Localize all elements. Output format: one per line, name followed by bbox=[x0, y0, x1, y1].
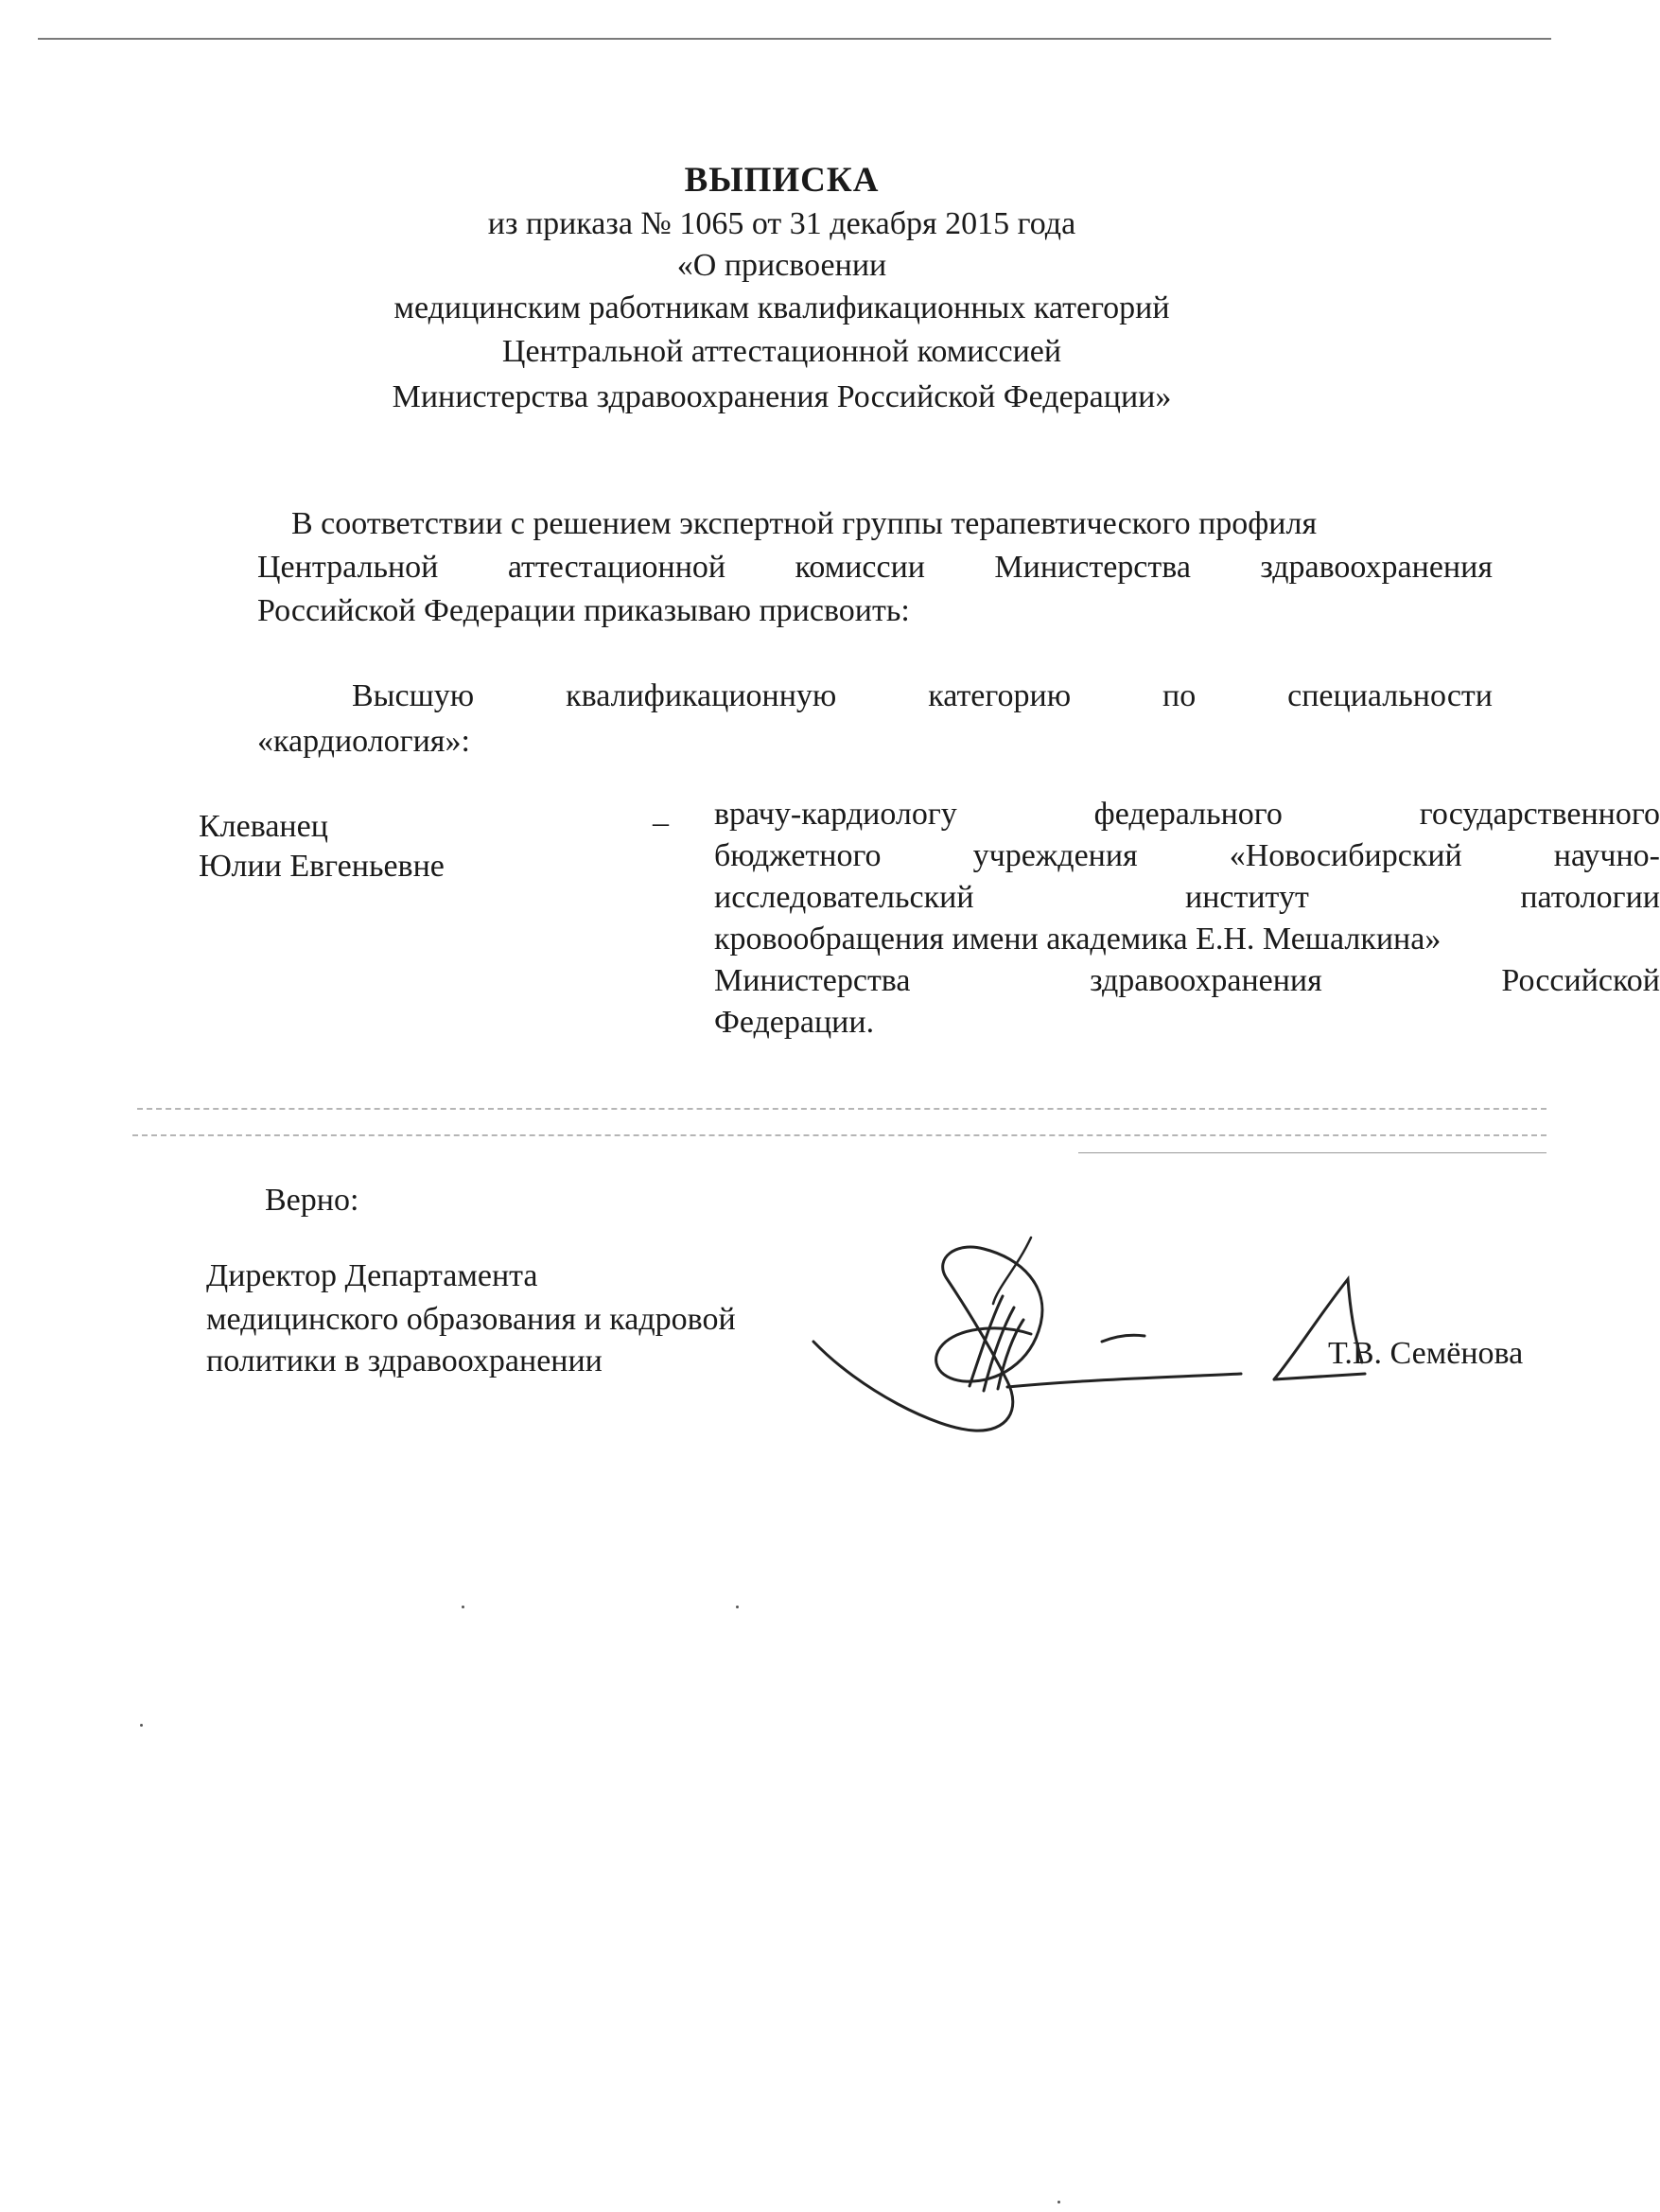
position-word: исследовательский bbox=[714, 880, 974, 915]
document-title: ВЫПИСКА bbox=[684, 161, 880, 200]
order-subject-line-4: Министерства здравоохранения Российской Федерации» bbox=[392, 379, 1172, 414]
director-signature bbox=[804, 1230, 1258, 1457]
signer-title-line-3: политики в здравоохранении bbox=[206, 1343, 603, 1378]
scan-speck bbox=[140, 1724, 143, 1727]
position-words: кровообращения имени академика Е.Н. Мешалкина» bbox=[714, 922, 1442, 957]
scan-edge-line-top bbox=[38, 38, 1551, 40]
position-word: государственного bbox=[1419, 797, 1660, 832]
position-line-4 bbox=[714, 918, 1441, 961]
signer-title-line-1: Директор Департамента bbox=[206, 1258, 538, 1293]
position-word: научно- bbox=[1553, 838, 1660, 873]
position-word: здравоохранения bbox=[1090, 963, 1322, 998]
scan-speck bbox=[1057, 2201, 1060, 2203]
assignee-dash: – bbox=[653, 805, 669, 840]
preamble-word: Министерства bbox=[994, 550, 1191, 585]
category-word: специальности bbox=[1287, 678, 1493, 713]
preamble-line-1 bbox=[291, 502, 1317, 546]
second-signature bbox=[1263, 1268, 1376, 1391]
position-word: Федерации. bbox=[714, 1005, 875, 1040]
scan-speck bbox=[462, 1606, 464, 1608]
assignee-given-names: Юлии Евгеньевне bbox=[199, 849, 445, 884]
signer-name: Т.В. Семёнова bbox=[1328, 1336, 1524, 1371]
category-word: категорию bbox=[928, 678, 1072, 713]
assignee-position-block bbox=[714, 793, 1660, 1067]
preamble-line-3: Российской Федерации приказываю присвоить: bbox=[257, 593, 910, 628]
position-word: Министерства bbox=[714, 963, 911, 998]
category-word: по bbox=[1162, 678, 1197, 713]
order-subject-line-2: медицинским работникам квалификационных категорий bbox=[393, 290, 1170, 325]
category-specialty: «кардиология»: bbox=[257, 724, 470, 759]
preamble-word: здравоохранения bbox=[1260, 550, 1493, 585]
preamble-word: комиссии bbox=[795, 550, 925, 585]
signer-title-line-2: медицинского образования и кадровой bbox=[206, 1302, 736, 1337]
scan-fold-line-lower bbox=[132, 1134, 1546, 1136]
position-line-3 bbox=[714, 876, 1660, 920]
position-word: бюджетного bbox=[714, 838, 882, 873]
position-line-1 bbox=[714, 793, 1660, 836]
assignee-surname: Клеванец bbox=[199, 809, 328, 844]
position-line-6 bbox=[714, 1001, 874, 1045]
order-subject-line-1: «О присвоении bbox=[676, 248, 887, 283]
certification-label: Верно: bbox=[265, 1183, 359, 1218]
category-word: Высшую bbox=[352, 678, 475, 713]
position-word: учреждения bbox=[972, 838, 1138, 873]
order-reference: из приказа № 1065 от 31 декабря 2015 года bbox=[487, 206, 1076, 241]
preamble-line-2 bbox=[257, 546, 1493, 589]
scan-fold-line-right bbox=[1078, 1152, 1546, 1153]
position-word: врачу-кардиологу bbox=[714, 797, 957, 832]
position-word: «Новосибирский bbox=[1229, 838, 1462, 873]
preamble-word: аттестационной bbox=[507, 550, 726, 585]
scan-speck bbox=[736, 1606, 739, 1608]
preamble-word: Центральной bbox=[257, 550, 439, 585]
scan-fold-line-upper bbox=[137, 1108, 1546, 1110]
order-subject-line-3: Центральной аттестационной комиссией bbox=[501, 334, 1062, 369]
position-word: патологии bbox=[1520, 880, 1660, 915]
preamble-line-1-text: В соответствии с решением экспертной группы терапевтического профиля bbox=[291, 506, 1318, 541]
position-word: институт bbox=[1185, 880, 1309, 915]
position-word: Российской bbox=[1501, 963, 1660, 998]
position-line-2 bbox=[714, 834, 1660, 878]
category-word: квалификационную bbox=[566, 678, 837, 713]
position-word: федерального bbox=[1093, 797, 1283, 832]
position-line-5 bbox=[714, 959, 1660, 1003]
category-line-1 bbox=[352, 675, 1493, 718]
